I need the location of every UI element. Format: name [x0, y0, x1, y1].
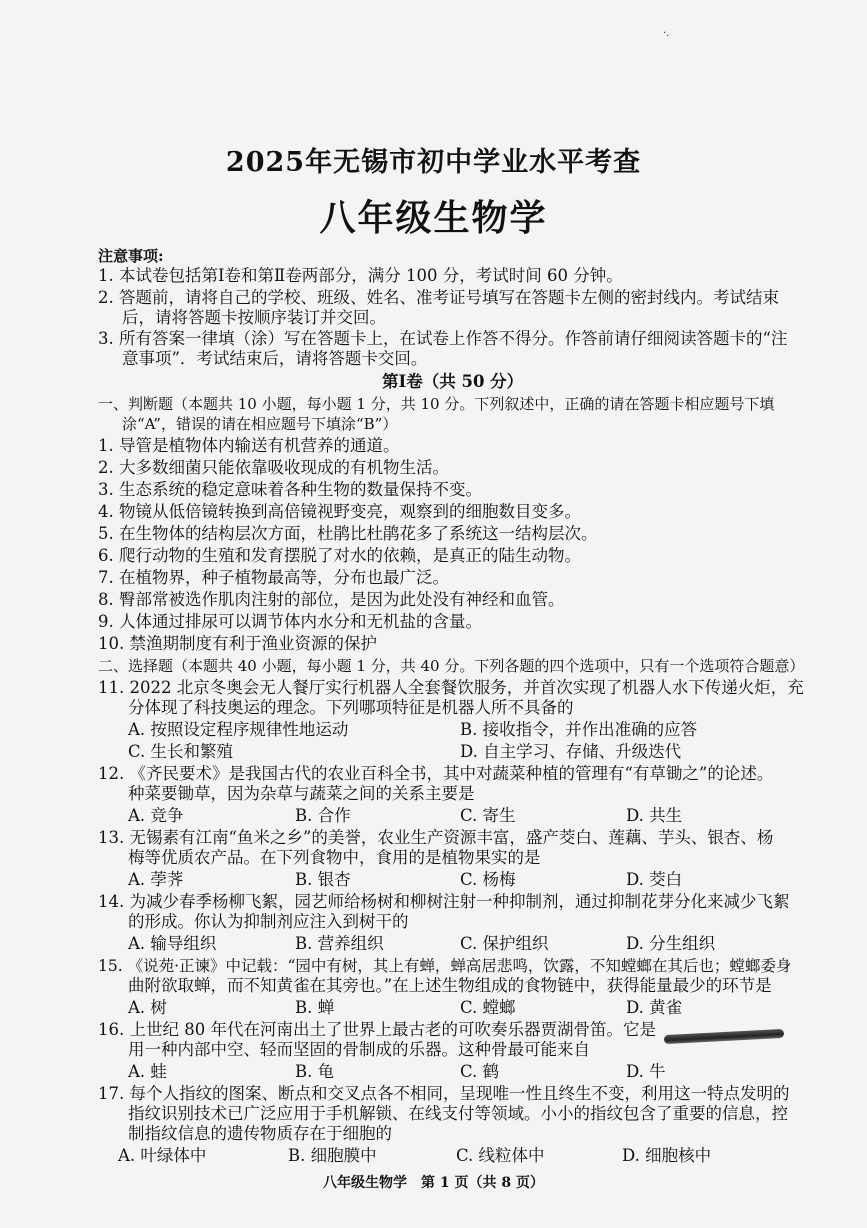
- judgment-item: 1. 导管是植物体内输送有机营养的通道。: [98, 436, 400, 455]
- section1-header: 一、判断题（本题共 10 小题，每小题 1 分，共 10 分。下列叙述中，正确的请在答题卡相应题号下填: [98, 395, 775, 413]
- option-a: A. 树: [128, 998, 167, 1017]
- notice-line: 2. 答题前，请将自己的学校、班级、姓名、准考证号填写在答题卡左侧的密封线内。考试结束: [98, 288, 779, 307]
- part1-heading: 第Ⅰ卷（共 50 分）: [382, 372, 524, 391]
- question-stem: 用一种内部中空、轻而坚固的骨制成的乐器。这种骨最可能来自: [128, 1040, 590, 1059]
- option-c: C. 鹤: [460, 1062, 500, 1081]
- option-d: D. 自主学习、存储、升级迭代: [460, 742, 682, 761]
- question-stem: 制指纹信息的遗传物质存在于细胞的: [128, 1124, 392, 1143]
- question-stem: 指纹识别技术已广泛应用于手机解锁、在线支付等领域。小小的指纹包含了重要的信息，控: [128, 1104, 788, 1123]
- option-b: B. 龟: [295, 1062, 335, 1081]
- option-a: A. 输导组织: [128, 934, 217, 953]
- judgment-item: 3. 生态系统的稳定意味着各种生物的数量保持不变。: [98, 480, 482, 499]
- judgment-item: 5. 在生物体的结构层次方面，杜鹃比杜鹃花多了系统这一结构层次。: [98, 524, 598, 543]
- option-b: B. 蝉: [295, 998, 335, 1017]
- question-stem: 种菜要锄草，因为杂草与蔬菜之间的关系主要是: [128, 784, 475, 803]
- option-c: C. 生长和繁殖: [128, 742, 234, 761]
- option-b: B. 营养组织: [295, 934, 384, 953]
- option-d: D. 茭白: [626, 870, 683, 889]
- section2-header: 二、选择题（本题共 40 小题，每小题 1 分，共 40 分。下列各题的四个选项中，只有一个选项符合题意）: [98, 657, 805, 675]
- question-stem: 的形成。你认为抑制剂应注入到树干的: [128, 912, 409, 931]
- question-stem: 13. 无锡素有江南“鱼米之乡”的美誉，农业生产资源丰富，盛产茭白、莲藕、芋头、银杏、杨: [98, 828, 774, 847]
- question-stem: 分体现了科技奥运的理念。下列哪项特征是机器人所不具备的: [128, 698, 574, 717]
- question-stem: 16. 上世纪 80 年代在河南出土了世界上最古老的可吹奏乐器贾湖骨笛。它是: [98, 1020, 656, 1039]
- option-d: D. 黄雀: [626, 998, 683, 1017]
- option-d: D. 分生组织: [626, 934, 716, 953]
- option-c: C. 螳螂: [460, 998, 516, 1017]
- question-stem: 曲附欲取蝉，而不知黄雀在其旁也。”在上述生物组成的食物链中，获得能量最少的环节是: [128, 976, 772, 995]
- question-stem: 17. 每个人指纹的图案、断点和交叉点各不相同，呈现唯一性且终生不变，利用这一特点发明的: [98, 1084, 790, 1103]
- option-b: B. 合作: [295, 806, 351, 825]
- subject-title: 八年级生物学: [319, 197, 548, 239]
- option-c: C. 线粒体中: [456, 1146, 545, 1165]
- exam-title: 2025年无锡市初中学业水平考查: [225, 147, 642, 178]
- option-a: A. 按照设定程序规律性地运动: [128, 720, 349, 739]
- option-b: B. 细胞膜中: [288, 1146, 377, 1165]
- option-b: B. 银杏: [295, 870, 351, 889]
- option-a: A. 竞争: [128, 806, 184, 825]
- judgment-item: 10. 禁渔期制度有利于渔业资源的保护: [98, 634, 377, 653]
- judgment-item: 2. 大多数细菌只能依靠吸收现成的有机物生活。: [98, 458, 449, 477]
- bone-flute-image: [664, 1029, 784, 1044]
- option-c: C. 保护组织: [460, 934, 549, 953]
- question-stem: 梅等优质农产品。在下列食物中，食用的是植物果实的是: [128, 848, 541, 867]
- question-stem: 11. 2022 北京冬奥会无人餐厅实行机器人全套餐饮服务，并首次实现了机器人水下传递火炬，充: [98, 678, 804, 697]
- option-d: D. 共生: [626, 806, 683, 825]
- scan-speck: ·.: [663, 28, 670, 39]
- page-footer: 八年级生物学 第 1 页（共 8 页）: [323, 1175, 544, 1191]
- question-stem: 14. 为减少春季杨柳飞絮，园艺师给杨树和柳树注射一种抑制剂，通过抑制花芽分化来减少飞絮: [98, 892, 790, 911]
- option-a: A. 荸荠: [128, 870, 184, 889]
- option-d: D. 牛: [626, 1062, 666, 1081]
- option-a: A. 叶绿体中: [118, 1146, 207, 1165]
- notice-line: 后，请将答题卡按顺序装订并交回。: [122, 308, 386, 327]
- question-stem: 12. 《齐民要术》是我国古代的农业百科全书，其中对蔬菜种植的管理有“有草锄之”的论述。: [98, 764, 774, 783]
- judgment-item: 8. 臀部常被选作肌肉注射的部位，是因为此处没有神经和血管。: [98, 590, 565, 609]
- option-b: B. 接收指令，并作出准确的应答: [460, 720, 698, 739]
- notice-line: 1. 本试卷包括第Ⅰ卷和第Ⅱ卷两部分，满分 100 分，考试时间 60 分钟。: [98, 266, 623, 285]
- judgment-item: 7. 在植物界，种子植物最高等，分布也最广泛。: [98, 568, 449, 587]
- option-a: A. 蛙: [128, 1062, 167, 1081]
- option-c: C. 寄生: [460, 806, 516, 825]
- section1-header: 涂“A”，错误的请在相应题号下填涂“B”）: [122, 415, 398, 433]
- judgment-item: 9. 人体通过排尿可以调节体内水分和无机盐的含量。: [98, 612, 482, 631]
- notice-line: 意事项”．考试结束后，请将答题卡交回。: [122, 349, 428, 368]
- option-d: D. 细胞核中: [622, 1146, 712, 1165]
- notice-heading: 注意事项:: [98, 247, 164, 265]
- judgment-item: 4. 物镜从低倍镜转换到高倍镜视野变亮，观察到的细胞数目变多。: [98, 502, 581, 521]
- question-stem: 15. 《说苑·正谏》中记载：“园中有树，其上有蝉，蝉高居悲鸣，饮露，不知螳螂在其后也；螳螂委身: [98, 957, 792, 975]
- option-c: C. 杨梅: [460, 870, 516, 889]
- judgment-item: 6. 爬行动物的生殖和发育摆脱了对水的依赖，是真正的陆生动物。: [98, 546, 581, 565]
- notice-line: 3. 所有答案一律填（涂）写在答题卡上，在试卷上作答不得分。作答前请仔细阅读答题卡的“注: [98, 329, 788, 348]
